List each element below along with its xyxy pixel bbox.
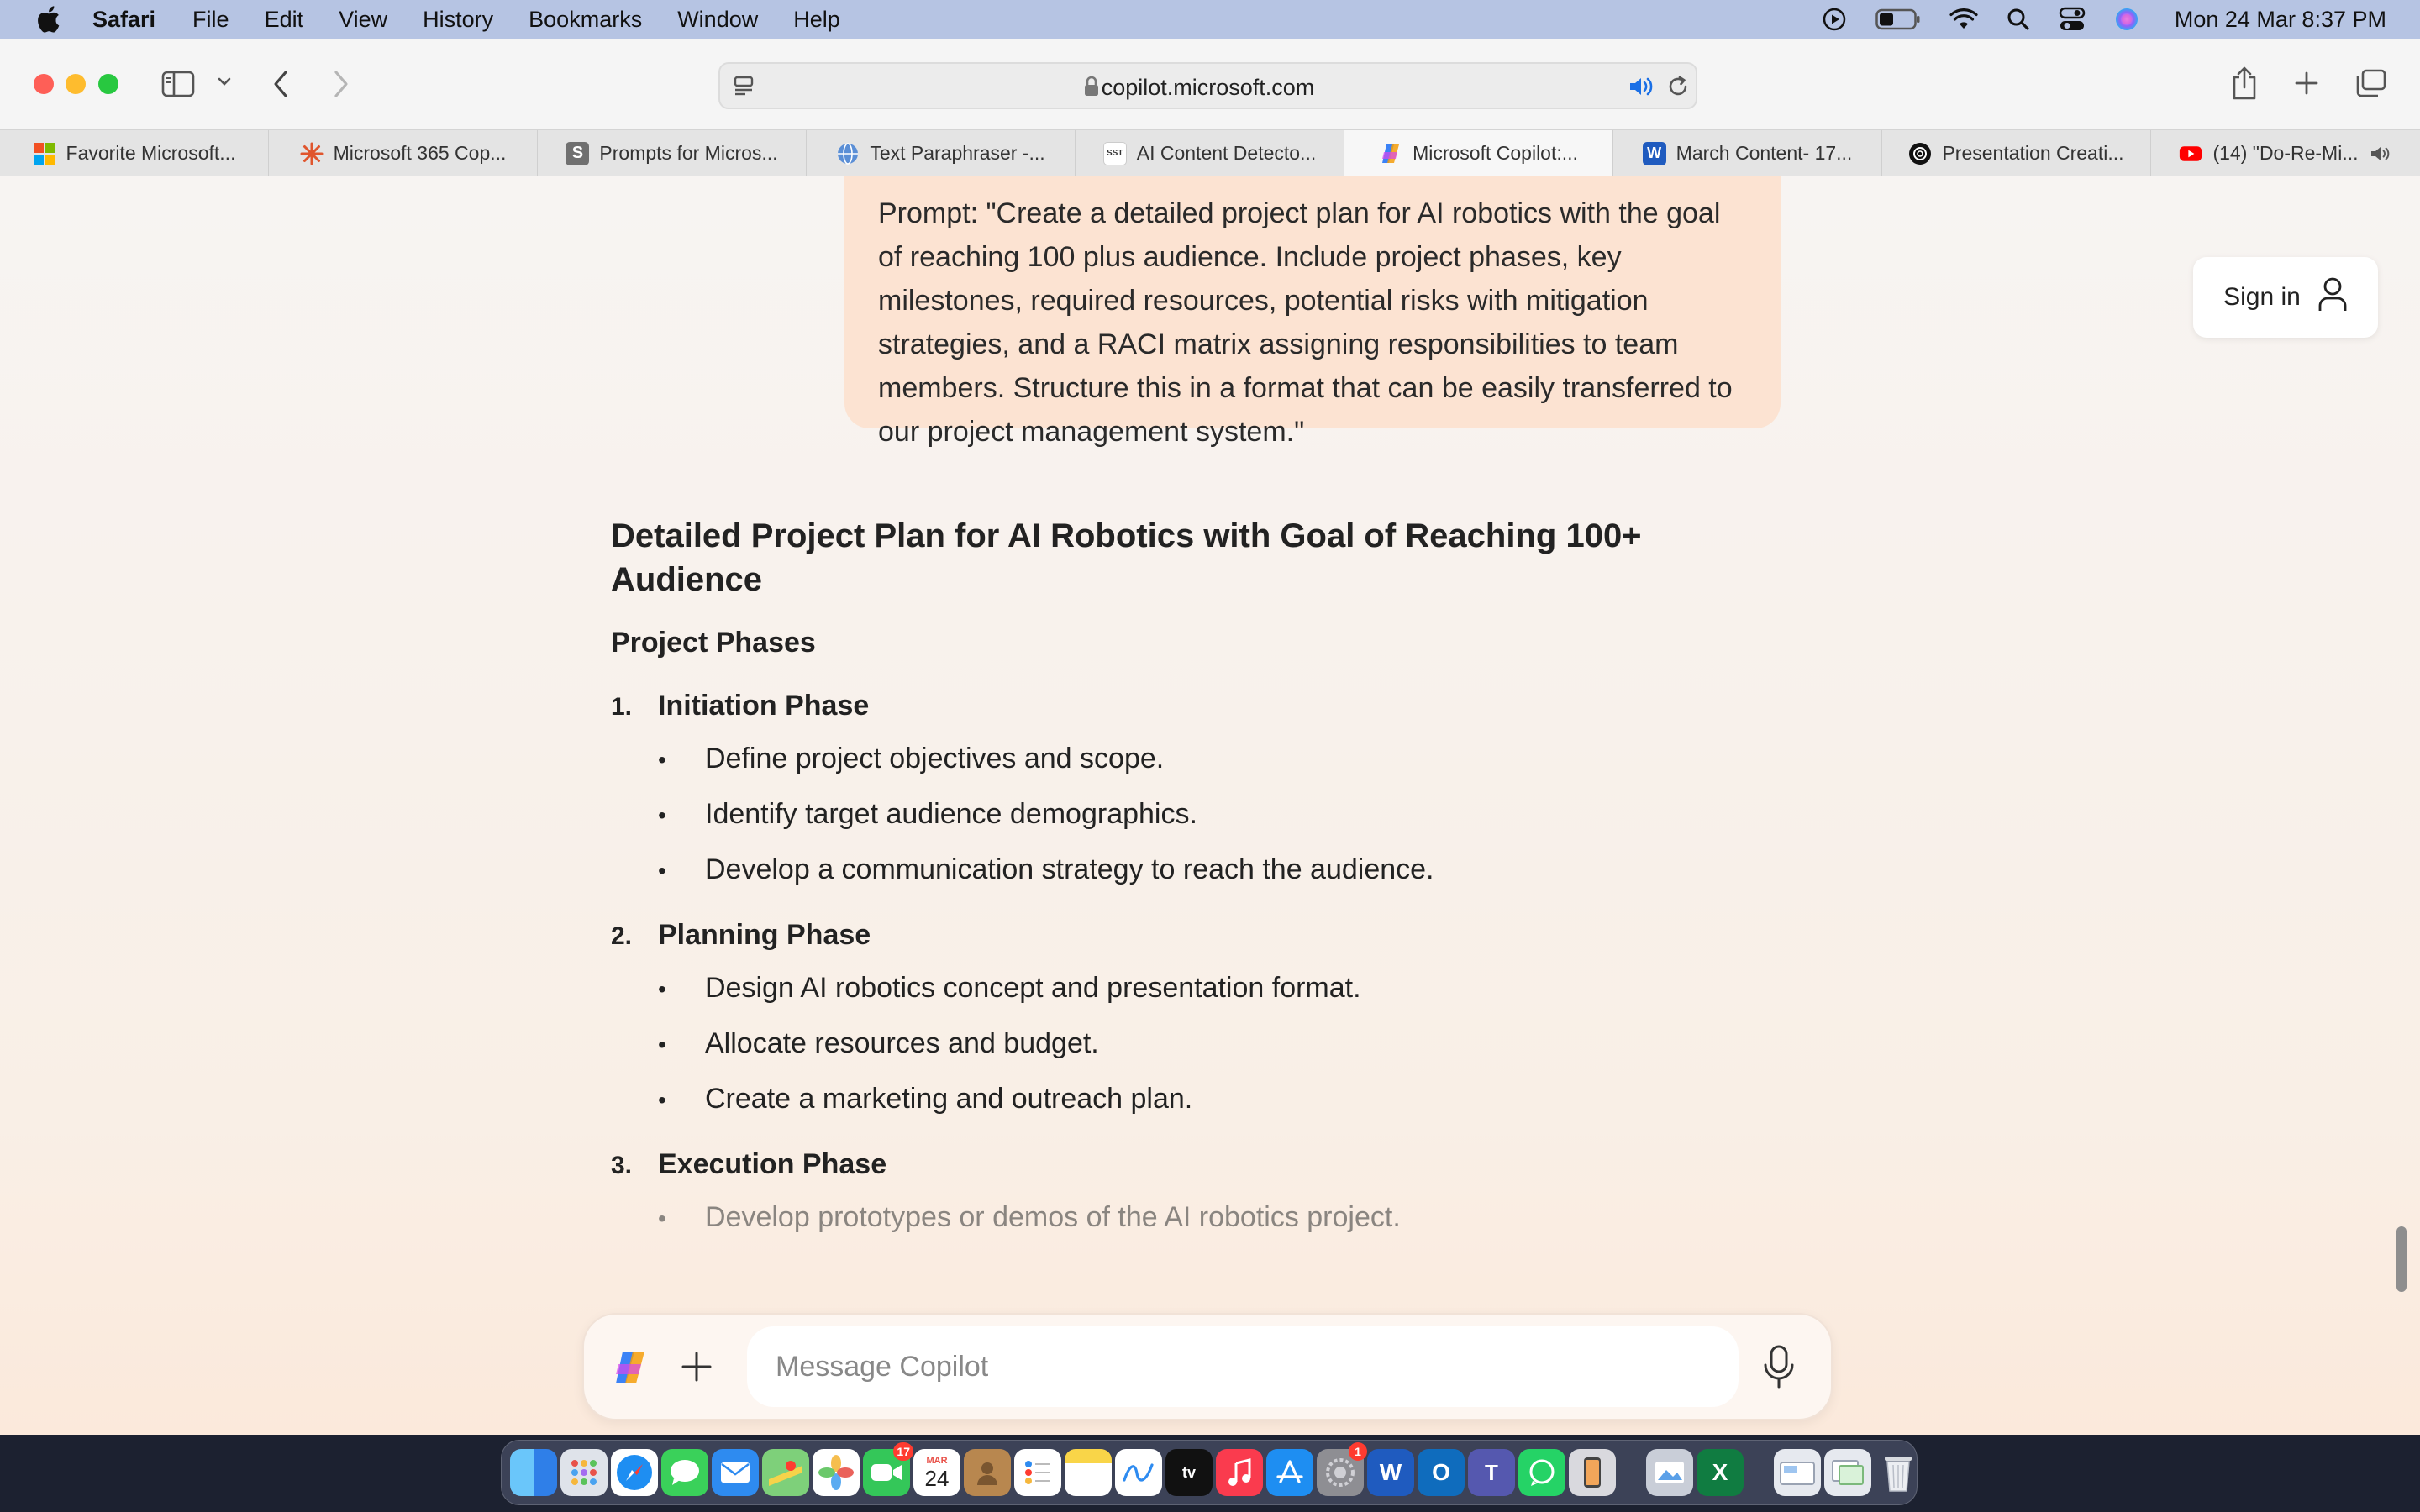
- list-item: [658, 852, 1787, 889]
- menu-history[interactable]: History: [423, 6, 494, 32]
- bullet-glyph: •: [658, 1087, 666, 1113]
- reminders-icon[interactable]: [1014, 1449, 1061, 1496]
- list-item: [658, 970, 1787, 1007]
- tab-label: Microsoft 365 Cop...: [333, 142, 507, 164]
- tab-ai-content-detector[interactable]: [1076, 130, 1344, 176]
- maps-icon[interactable]: [762, 1449, 809, 1496]
- list-item-text: Design AI robotics concept and presentation format.: [705, 972, 1361, 1004]
- menu-bookmarks[interactable]: Bookmarks: [529, 6, 643, 32]
- copilot-logo-icon[interactable]: [611, 1348, 650, 1391]
- menu-help[interactable]: Help: [793, 6, 840, 32]
- tab-label: (14) "Do-Re-Mi...: [2212, 142, 2359, 164]
- tab-microsoft-copilot[interactable]: [1344, 130, 1613, 176]
- phase-title: Planning Phase: [658, 919, 871, 951]
- address-bar[interactable]: [718, 62, 1697, 109]
- tab-label: Text Paraphraser -...: [870, 142, 1045, 164]
- list-item: [658, 741, 1787, 778]
- section-heading: Project Phases: [611, 627, 816, 659]
- phase-heading: [611, 919, 1787, 952]
- sst-logo-icon: SST: [1103, 142, 1127, 165]
- list-item-text: Create a marketing and outreach plan.: [705, 1083, 1193, 1115]
- apple-menu-icon[interactable]: [34, 5, 62, 34]
- menu-view[interactable]: View: [339, 6, 388, 32]
- tab-label: March Content- 17...: [1676, 142, 1853, 164]
- share-icon[interactable]: [2230, 66, 2259, 101]
- phase-number: 2.: [611, 922, 633, 950]
- chevron-down-icon[interactable]: [217, 76, 232, 87]
- copilot-page: [0, 176, 2420, 1435]
- whatsapp-icon[interactable]: [1518, 1449, 1565, 1496]
- sign-in-button[interactable]: [2193, 257, 2378, 338]
- mail-icon[interactable]: [712, 1449, 759, 1496]
- excel-icon[interactable]: X: [1697, 1449, 1744, 1496]
- list-item: [658, 796, 1787, 833]
- tab-label: AI Content Detecto...: [1136, 142, 1317, 164]
- sidebar-toggle-icon[interactable]: [161, 71, 195, 97]
- url-text[interactable]: copilot.microsoft.com: [1101, 75, 1315, 100]
- contacts-icon[interactable]: [964, 1449, 1011, 1496]
- menu-window[interactable]: Window: [677, 6, 759, 32]
- trash-icon[interactable]: [1875, 1449, 1922, 1496]
- photos-icon[interactable]: [813, 1449, 860, 1496]
- globe-icon: [836, 142, 860, 165]
- response-title: Detailed Project Plan for AI Robotics with Goal of Reaching 100+ Audience: [611, 517, 1642, 598]
- s-letter-icon: S: [566, 142, 589, 165]
- launchpad-icon[interactable]: [560, 1449, 608, 1496]
- message-composer: [582, 1313, 1833, 1420]
- tab-march-content[interactable]: [1613, 130, 1882, 176]
- microsoft-logo-icon: [33, 142, 56, 165]
- tab-favorite-microsoft[interactable]: [0, 130, 269, 176]
- list-item: [658, 1026, 1787, 1063]
- sign-in-label: Sign in: [2223, 283, 2301, 311]
- back-arrow-icon[interactable]: [271, 69, 291, 99]
- close-window-button[interactable]: [34, 74, 54, 94]
- apple-tv-icon[interactable]: tv: [1165, 1449, 1213, 1496]
- siri-icon[interactable]: [2114, 7, 2139, 32]
- message-input[interactable]: [747, 1326, 1739, 1407]
- copilot-response: [611, 514, 1787, 1236]
- finder-icon[interactable]: [510, 1449, 557, 1496]
- page-scrollbar-thumb[interactable]: [2396, 1226, 2407, 1292]
- tab-label: Microsoft Copilot:...: [1413, 142, 1578, 164]
- dock: [501, 1440, 1918, 1505]
- tab-microsoft-365-copilot[interactable]: [269, 130, 538, 176]
- tab-bar: [0, 129, 2420, 176]
- preview-icon[interactable]: [1646, 1449, 1693, 1496]
- now-playing-icon[interactable]: [1822, 7, 1847, 32]
- youtube-icon: [2179, 142, 2202, 165]
- user-avatar-icon: [2317, 276, 2348, 319]
- tab-audio-icon[interactable]: [2369, 142, 2392, 165]
- reload-icon[interactable]: [1666, 75, 1690, 98]
- phase-bullet-list: [658, 741, 1787, 889]
- settings-badge: 1: [1349, 1442, 1367, 1461]
- menu-bar-clock[interactable]: Mon 24 Mar 8:37 PM: [2174, 6, 2386, 32]
- add-attachment-plus-icon[interactable]: [678, 1348, 715, 1389]
- app-store-icon[interactable]: [1266, 1449, 1313, 1496]
- list-item: [658, 1081, 1787, 1118]
- list-item-text: Develop prototypes or demos of the AI robotics project.: [705, 1201, 1401, 1233]
- forward-arrow-icon[interactable]: [331, 69, 351, 99]
- calendar-day: 24: [924, 1466, 950, 1491]
- sparkle-icon: [300, 142, 324, 165]
- phase-title: Execution Phase: [658, 1148, 887, 1180]
- audio-playing-icon[interactable]: [1628, 76, 1655, 97]
- tab-presentation-creation[interactable]: [1882, 130, 2151, 176]
- list-item: [658, 1200, 1787, 1236]
- bullet-glyph: •: [658, 747, 666, 773]
- facetime-icon[interactable]: [863, 1445, 910, 1496]
- bullet-glyph: •: [658, 1032, 666, 1058]
- new-tab-plus-icon[interactable]: [2294, 71, 2319, 96]
- notes-icon[interactable]: [1065, 1449, 1112, 1496]
- copilot-logo-icon: [1379, 142, 1402, 165]
- outlook-icon[interactable]: O: [1418, 1449, 1465, 1496]
- menu-file[interactable]: File: [192, 6, 229, 32]
- freeform-icon[interactable]: [1115, 1449, 1162, 1496]
- battery-icon[interactable]: [1876, 8, 1921, 30]
- menu-app-name[interactable]: Safari: [92, 6, 156, 32]
- control-center-icon[interactable]: [2059, 7, 2086, 32]
- iphone-mirroring-icon[interactable]: [1569, 1449, 1616, 1496]
- safari-window: [0, 39, 2420, 1435]
- minimize-window-button[interactable]: [66, 74, 86, 94]
- safari-icon[interactable]: [611, 1449, 658, 1496]
- phase-heading: [611, 1148, 1787, 1181]
- openai-logo-icon: [1908, 142, 1932, 165]
- bullet-glyph: •: [658, 1205, 666, 1231]
- browser-toolbar: [0, 39, 2420, 129]
- microphone-icon[interactable]: [1760, 1343, 1797, 1394]
- system-settings-icon[interactable]: [1317, 1445, 1364, 1496]
- user-prompt-bubble: Prompt: "Create a detailed project plan for AI robotics with the goal of reaching 100 plus audience. Include project phases, key milestones, required resources, potential risks with mitigation strategies, and a RACI matrix assigning responsibilities to team members. Structure this in a format that can be easily transferred to our project management system.": [844, 176, 1781, 428]
- bullet-glyph: •: [658, 802, 666, 828]
- phase-heading: [611, 690, 1787, 722]
- teams-icon[interactable]: T: [1468, 1449, 1515, 1496]
- list-item-text: Identify target audience demographics.: [705, 798, 1197, 830]
- phase-bullet-list: [658, 1200, 1787, 1236]
- calendar-icon[interactable]: [913, 1449, 960, 1496]
- facetime-badge: 17: [893, 1442, 913, 1461]
- phase-number: 3.: [611, 1152, 633, 1179]
- menu-bar: [0, 0, 2420, 39]
- phase-title: Initiation Phase: [658, 690, 870, 722]
- menu-edit[interactable]: Edit: [264, 6, 304, 32]
- tab-label: Favorite Microsoft...: [66, 142, 236, 164]
- list-item-text: Allocate resources and budget.: [705, 1027, 1099, 1059]
- list-item-text: Develop a communication strategy to reach the audience.: [705, 853, 1434, 885]
- phase-number: 1.: [611, 693, 633, 721]
- tab-youtube-do-re-mi[interactable]: [2151, 130, 2420, 176]
- spotlight-search-icon[interactable]: [2007, 8, 2030, 31]
- messages-icon[interactable]: [661, 1449, 708, 1496]
- fullscreen-window-button[interactable]: [98, 74, 118, 94]
- phase-bullet-list: [658, 970, 1787, 1118]
- downloads-folder-icon[interactable]: [1774, 1449, 1821, 1496]
- calendar-month: MAR: [926, 1456, 948, 1466]
- tab-text-paraphraser[interactable]: [807, 130, 1076, 176]
- list-item-text: Define project objectives and scope.: [705, 743, 1165, 774]
- bullet-glyph: •: [658, 976, 666, 1002]
- word-app-icon[interactable]: W: [1367, 1449, 1414, 1496]
- bullet-glyph: •: [658, 858, 666, 884]
- tab-label: Prompts for Micros...: [599, 142, 778, 164]
- documents-stack-icon[interactable]: [1824, 1449, 1871, 1496]
- word-icon: W: [1643, 142, 1666, 165]
- wifi-icon[interactable]: [1949, 8, 1978, 30]
- music-icon[interactable]: [1216, 1449, 1263, 1496]
- tab-prompts-for-microsoft[interactable]: [538, 130, 807, 176]
- tab-overview-icon[interactable]: [2354, 69, 2386, 97]
- tab-label: Presentation Creati...: [1942, 142, 2124, 164]
